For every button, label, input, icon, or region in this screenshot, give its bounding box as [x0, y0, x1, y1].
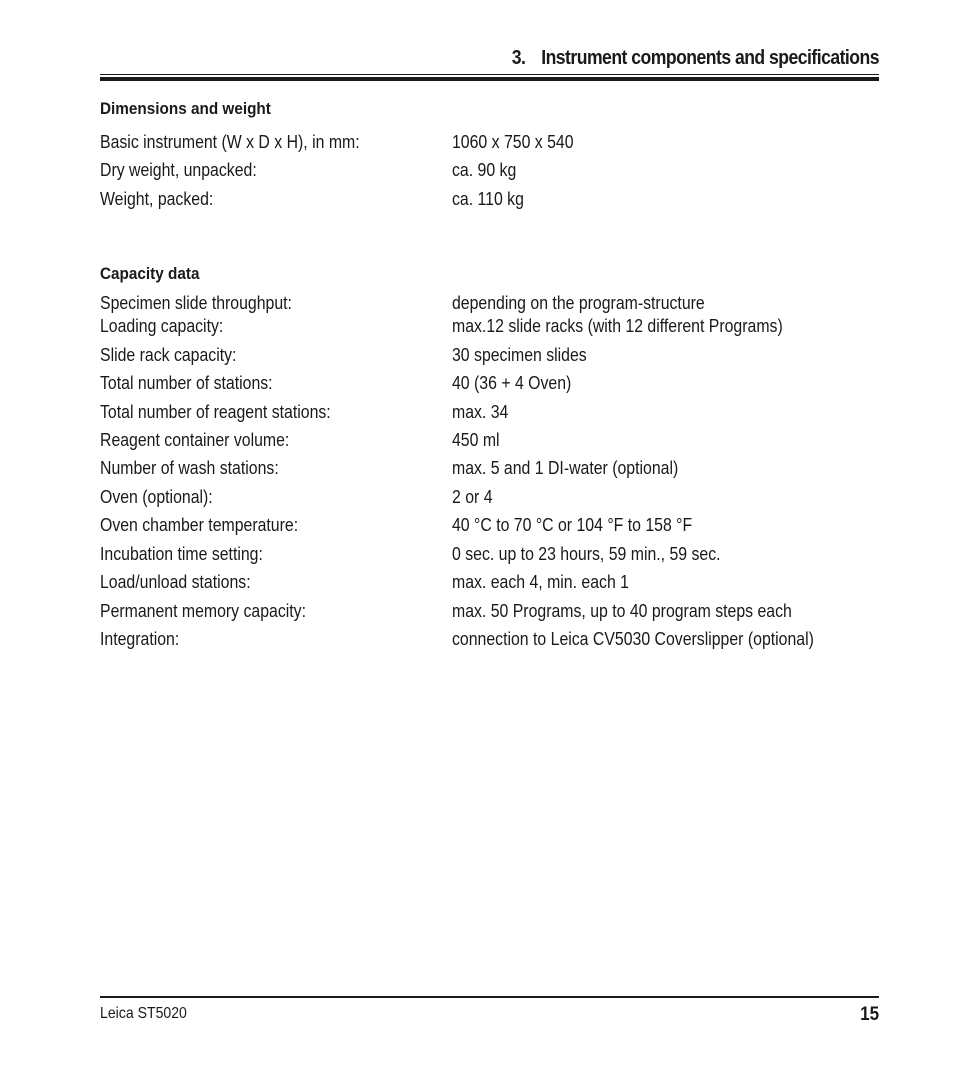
spec-value: max. 5 and 1 DI-water (optional) [452, 458, 679, 478]
spec-value: max. each 4, min. each 1 [452, 572, 629, 592]
spec-value: depending on the program-structure [452, 293, 705, 313]
spec-label: Load/unload stations: [100, 572, 251, 592]
spec-value: 30 specimen slides [452, 345, 587, 365]
chapter-title: Instrument components and specifications [541, 47, 879, 69]
spec-label: Oven chamber temperature: [100, 515, 299, 535]
chapter-number: 3. [511, 47, 526, 69]
header-rule-thick [100, 77, 879, 81]
spec-value: 40 °C to 70 °C or 104 °F to 158 °F [452, 515, 693, 535]
section-title-capacity: Capacity data [100, 264, 200, 283]
header-rule-thin [100, 74, 879, 75]
spec-value: 40 (36 + 4 Oven) [452, 373, 572, 393]
spec-value: 1060 x 750 x 540 [452, 132, 574, 152]
spec-value: ca. 90 kg [452, 160, 517, 180]
chapter-heading [193, 44, 879, 72]
spec-label: Number of wash stations: [100, 458, 279, 478]
spec-label: Incubation time setting: [100, 544, 263, 564]
spec-value: max. 34 [452, 402, 509, 422]
spec-label: Loading capacity: [100, 316, 224, 336]
spec-label: Permanent memory capacity: [100, 601, 307, 621]
spec-value: 0 sec. up to 23 hours, 59 min., 59 sec. [452, 544, 721, 564]
spec-label: Total number of stations: [100, 373, 273, 393]
spec-label: Integration: [100, 629, 180, 649]
spec-label: Oven (optional): [100, 487, 213, 507]
page-number: 15 [859, 1004, 879, 1025]
spec-value: ca. 110 kg [452, 189, 524, 209]
spec-label: Reagent container volume: [100, 430, 290, 450]
spec-label: Basic instrument (W x D x H), in mm: [100, 132, 360, 152]
spec-value: max.12 slide racks (with 12 different Programs) [452, 316, 783, 336]
section-title-dimensions: Dimensions and weight [100, 99, 271, 118]
footer-product-name: Leica ST5020 [100, 1005, 187, 1022]
spec-value: 2 or 4 [452, 487, 493, 507]
spec-label: Weight, packed: [100, 189, 214, 209]
spec-value: connection to Leica CV5030 Coverslipper (optional) [452, 629, 814, 649]
spec-label: Total number of reagent stations: [100, 402, 331, 422]
footer-rule [100, 996, 879, 998]
spec-label: Dry weight, unpacked: [100, 160, 257, 180]
page-header [100, 44, 879, 72]
spec-value: max. 50 Programs, up to 40 program steps each [452, 601, 792, 621]
spec-value: 450 ml [452, 430, 500, 450]
spec-label: Specimen slide throughput: [100, 293, 292, 313]
spec-label: Slide rack capacity: [100, 345, 237, 365]
